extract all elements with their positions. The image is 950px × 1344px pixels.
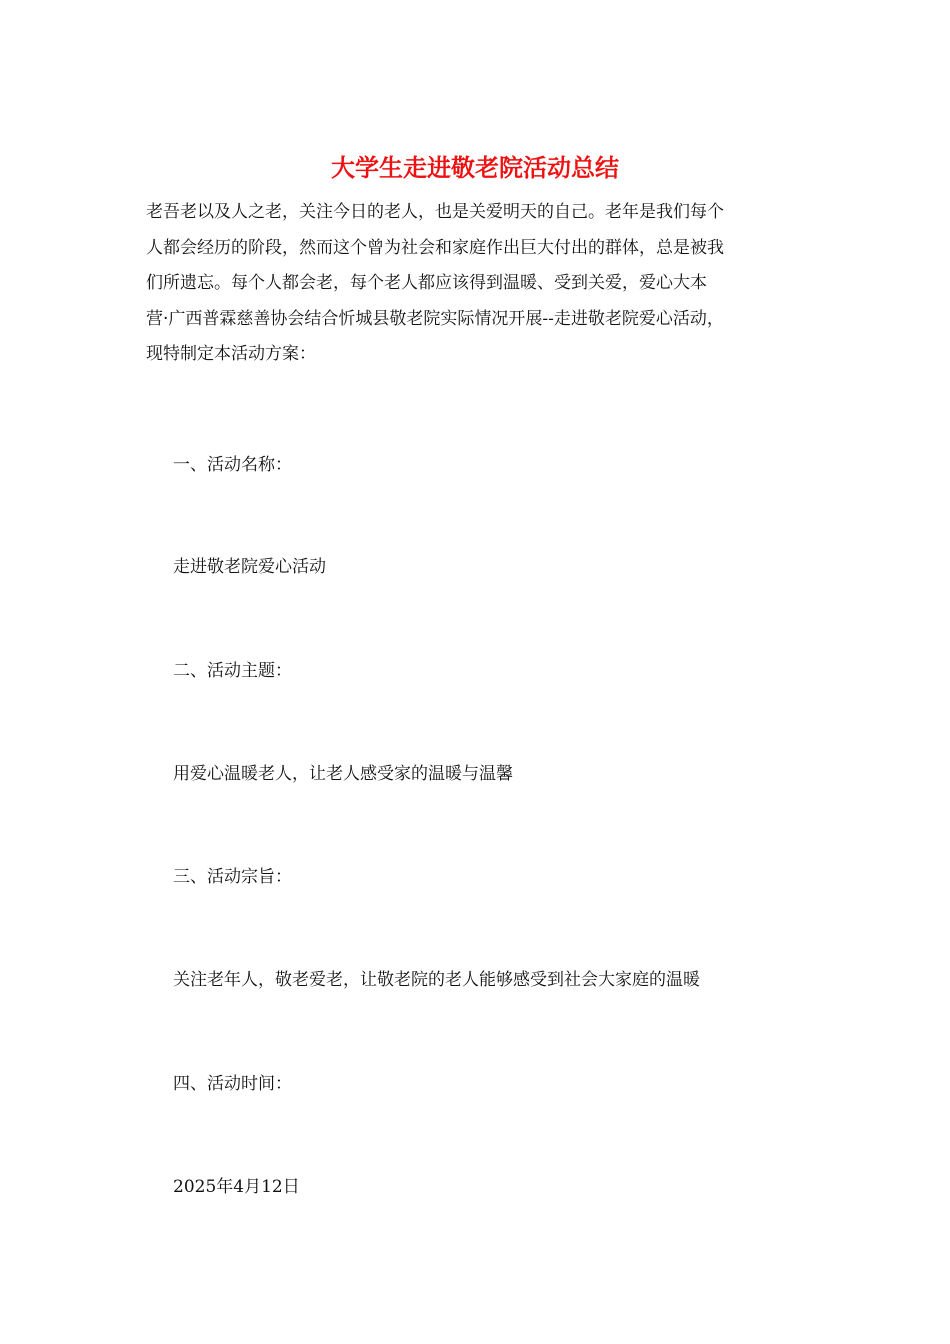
section-content-purpose: 关注老年人，敬老爱老，让敬老院的老人能够感受到社会大家庭的温暖: [173, 970, 700, 990]
section-heading-name: 一、活动名称：: [173, 455, 292, 475]
document-title: 大学生走进敬老院活动总结: [331, 153, 619, 182]
section-heading-theme: 二、活动主题：: [173, 661, 292, 681]
intro-line: 老吾老以及人之老，关注今日的老人，也是关爱明天的自己。老年是我们每个: [146, 202, 724, 222]
section-heading-time: 四、活动时间：: [173, 1074, 292, 1094]
section-content-theme: 用爱心温暖老人，让老人感受家的温暖与温馨: [173, 764, 513, 784]
intro-paragraph: [146, 195, 806, 373]
intro-line: 人都会经历的阶段，然而这个曾为社会和家庭作出巨大付出的群体，总是被我: [146, 237, 724, 258]
intro-line: 现特制定本活动方案：: [146, 344, 316, 364]
intro-line: 营·广西普霖慈善协会结合忻城县敬老院实际情况开展--走进敬老院爱心活动，: [146, 308, 724, 329]
section-content-name: 走进敬老院爱心活动: [173, 557, 326, 577]
intro-line: 们所遗忘。每个人都会老，每个老人都应该得到温暖、受到关爱，爱心大本: [146, 273, 707, 293]
section-content-time: 2025年4月12日: [173, 1177, 300, 1197]
section-heading-purpose: 三、活动宗旨：: [173, 867, 292, 887]
